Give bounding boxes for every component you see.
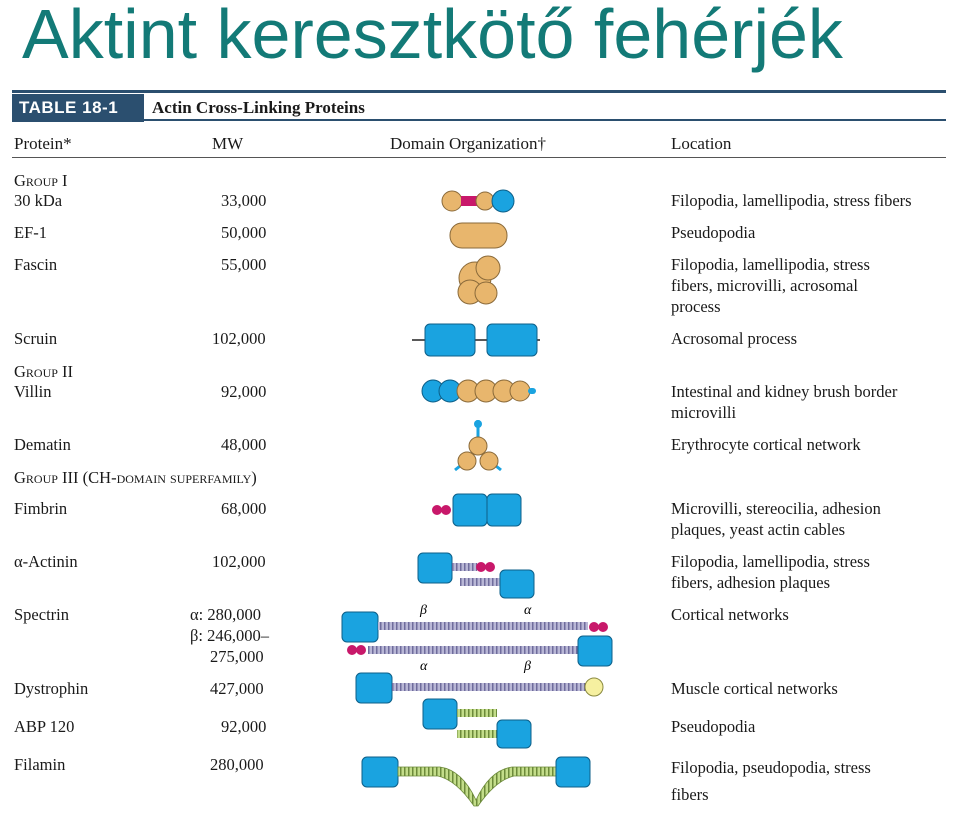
protein-name: Fimbrin [14,499,68,518]
protein-name: Scruin [14,329,58,348]
header-location: Location [671,134,732,153]
protein-location: Pseudopodia [671,223,756,242]
protein-location: Microvilli, stereocilia, adhesion plaques, yeast actin cables [671,499,881,539]
diagram-fascin [458,256,500,304]
protein-mw: 92,000 [221,382,267,401]
protein-location: Acrosomal process [671,329,798,348]
protein-location: Pseudopodia [671,717,756,736]
protein-location: Filopodia, lamellipodia, stress fibers [671,191,912,210]
diagram-alpha-actinin [418,553,534,598]
diagram-dematin [455,420,501,470]
protein-mw: 92,000 [221,717,267,736]
diagram-spectrin [342,603,612,674]
protein-mw-3: 275,000 [210,647,264,666]
protein-location: Muscle cortical networks [671,679,838,698]
group-2-label: Group II [14,362,74,381]
diagram-scruin [412,324,540,356]
diagram-dystrophin [356,673,603,703]
group-3-label: Group III (CH-domain superfamily) [14,468,257,487]
protein-mw: 102,000 [212,329,266,348]
spectrin-beta-bottom: β [524,659,531,674]
protein-mw: 68,000 [221,499,267,518]
protein-mw: 50,000 [221,223,267,242]
protein-name: 30 kDa [14,191,63,210]
protein-mw: 48,000 [221,435,267,454]
protein-mw: 102,000 [212,552,266,571]
protein-name: α-Actinin [14,552,78,571]
protein-mw: 427,000 [210,679,264,698]
protein-location: Filopodia, lamellipodia, stress fibers, microvilli, acrosomal process [671,255,870,316]
protein-location: Intestinal and kidney brush border microvilli [671,382,898,422]
diagram-30kda [442,190,514,212]
header-domain: Domain Organization† [390,134,546,153]
diagram-fimbrin [432,494,521,526]
protein-location: Filopodia, lamellipodia, stress fibers, adhesion plaques [671,552,870,592]
protein-mw: 55,000 [221,255,267,274]
diagram-ef1 [450,223,507,248]
protein-name: Dystrophin [14,679,89,698]
protein-name: ABP 120 [14,717,75,736]
table-badge: TABLE 18-1 [12,94,144,122]
protein-location: Erythrocyte cortical network [671,435,861,454]
protein-mw-2: β: 246,000– [190,626,269,645]
diagram-villin [422,380,536,402]
protein-mw: 280,000 [210,755,264,774]
header-protein: Protein* [14,134,72,153]
protein-mw: 33,000 [221,191,267,210]
group-1-label: Group I [14,171,68,190]
spectrin-beta-top: β [420,603,427,618]
protein-location: Cortical networks [671,605,789,624]
spectrin-alpha-top: α [524,603,532,618]
protein-mw: α: 280,000 [190,605,261,624]
protein-name: Fascin [14,255,58,274]
spectrin-alpha-bottom: α [420,659,428,674]
table-name: Actin Cross-Linking Proteins [152,98,365,117]
header-mw: MW [212,134,244,153]
protein-name: EF-1 [14,223,47,242]
protein-name: Villin [14,382,52,401]
protein-name: Filamin [14,755,66,774]
protein-name: Spectrin [14,605,69,624]
protein-location: Filopodia, pseudopodia, stress fibers [671,758,871,804]
diagram-filamin [362,757,590,806]
diagram-abp120 [423,699,531,748]
slide-title: Aktint keresztkötő fehérjék [22,0,843,73]
protein-name: Dematin [14,435,71,454]
